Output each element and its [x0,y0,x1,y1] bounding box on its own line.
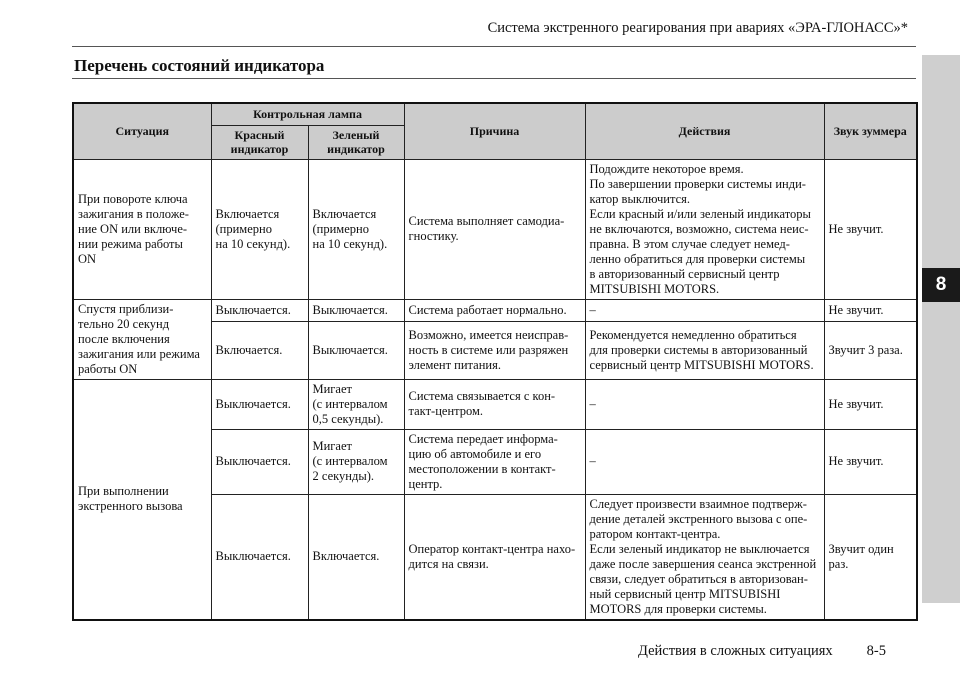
buzzer-cell: Не звучит. [824,159,917,299]
table-row [73,159,917,299]
header-red-indicator: Красный индикатор [211,125,308,159]
chapter-badge: 8 [922,268,960,302]
situation-cell: При повороте ключа зажигания в положе- ние ON или включе- нии режима работы ON [73,159,211,299]
red-indicator-cell: Включается. [211,322,308,379]
actions-cell: – [585,429,824,494]
cause-cell: Система связывается с кон- такт-центром. [404,379,585,429]
green-indicator-cell: Мигает (с интервалом 0,5 секунды). [308,379,404,429]
cause-cell: Система выполняет самодиа- гностику. [404,159,585,299]
green-indicator-cell: Выключается. [308,299,404,322]
footer [638,643,886,660]
buzzer-cell: Не звучит. [824,299,917,322]
header-title: Система экстренного реагирования при авариях «ЭРА-ГЛОНАСС»* [487,20,908,36]
side-tab [922,55,960,603]
table-row [73,379,917,429]
header-situation: Ситуация [73,103,211,159]
cause-cell: Оператор контакт-центра нахо- дится на связи. [404,494,585,620]
red-indicator-cell: Включается (примерно на 10 секунд). [211,159,308,299]
buzzer-cell: Звучит один раз. [824,494,917,620]
green-indicator-cell: Выключается. [308,322,404,379]
table-row [73,299,917,322]
red-indicator-cell: Выключается. [211,379,308,429]
page-number: 8-5 [866,643,886,659]
buzzer-cell: Не звучит. [824,429,917,494]
actions-cell: – [585,299,824,322]
section-title: Перечень состояний индикатора [74,56,325,75]
red-indicator-cell: Выключается. [211,429,308,494]
header-green-indicator: Зеленый индикатор [308,125,404,159]
situation-cell: Спустя приблизи- тельно 20 секунд после включения зажигания или режима работы ON [73,299,211,379]
buzzer-cell: Не звучит. [824,379,917,429]
actions-cell: – [585,379,824,429]
buzzer-cell: Звучит 3 раза. [824,322,917,379]
green-indicator-cell: Мигает (с интервалом 2 секунды). [308,429,404,494]
header-control-lamp: Контрольная лампа [211,103,404,125]
header-cause: Причина [404,103,585,159]
header-buzzer: Звук зуммера [824,103,917,159]
section-rule [72,78,916,79]
green-indicator-cell: Включается (примерно на 10 секунд). [308,159,404,299]
red-indicator-cell: Выключается. [211,494,308,620]
actions-cell: Следует произвести взаимное подтверж- дение деталей экстренного вызова с опе- ратором контакт-центра. Если зеленый индикатор не выключается даже после завершения сеанса экстренной связи, следует обратиться в авторизован- ный сервисный центр MITSUBISHI MOTORS для проверки системы. [585,494,824,620]
cause-cell: Система работает нормально. [404,299,585,322]
green-indicator-cell: Включается. [308,494,404,620]
actions-cell: Подождите некоторое время. По завершении проверки системы инди- катор выключится. Если красный и/или зеленый индикаторы не включаются, возможно, система неис- правна. В этом случае следует немед- ленно обратиться для проверки системы в авторизованный сервисный центр MITSUBISHI MOTORS. [585,159,824,299]
red-indicator-cell: Выключается. [211,299,308,322]
cause-cell: Система передает информа- цию об автомобиле и его местоположении в контакт- центр. [404,429,585,494]
header-rule [72,46,916,47]
footer-chapter-title: Действия в сложных ситуациях [638,643,833,659]
cause-cell: Возможно, имеется неисправ- ность в системе или разряжен элемент питания. [404,322,585,379]
actions-cell: Рекомендуется немедленно обратиться для проверки системы в авторизованный сервисный центр MITSUBISHI MOTORS. [585,322,824,379]
indicator-status-table [72,102,918,621]
header-actions: Действия [585,103,824,159]
situation-cell: При выполнении экстренного вызова [73,379,211,620]
